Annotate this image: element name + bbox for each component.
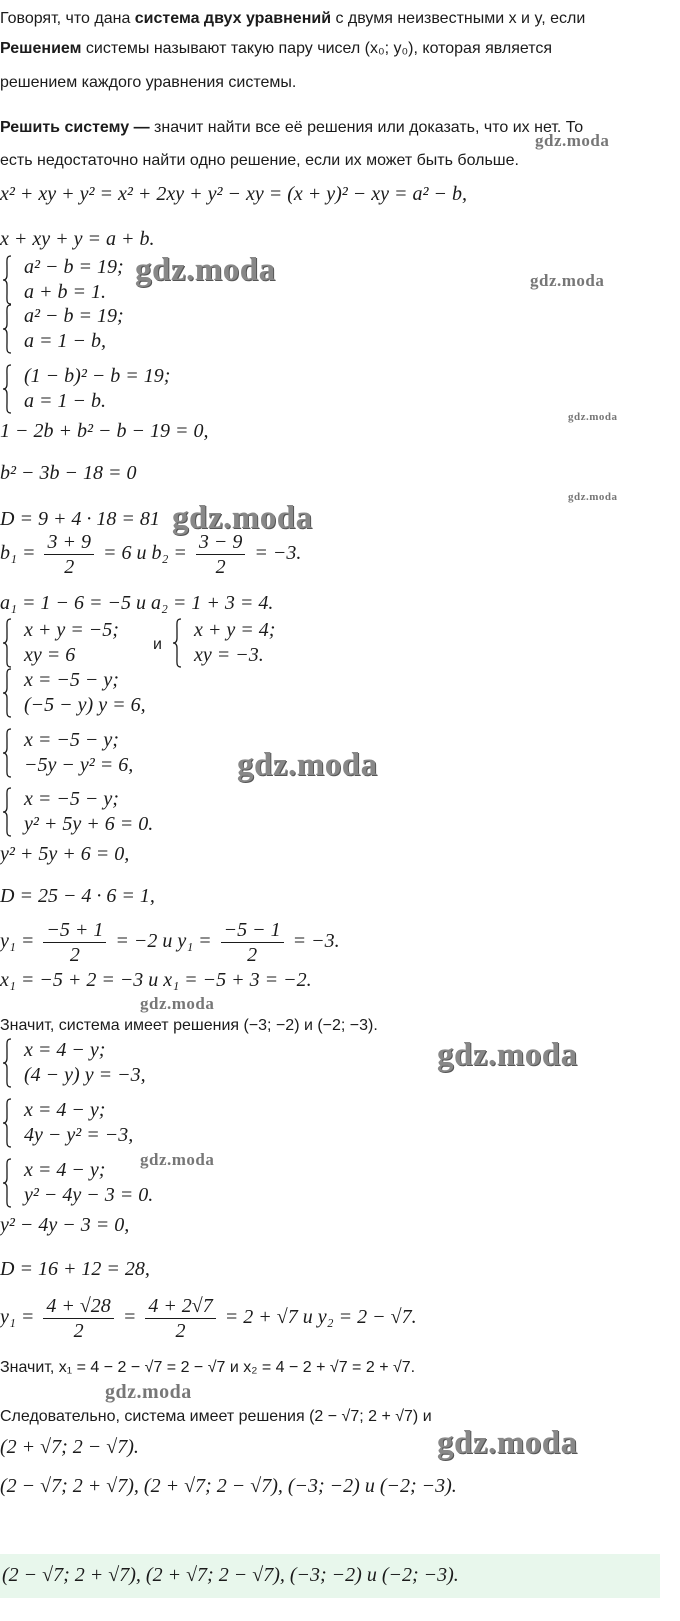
watermark: gdz.moda (568, 411, 618, 423)
equation-discriminant-3: D = 16 + 12 = 28, (0, 1258, 150, 1280)
term-solution: Решением (0, 40, 82, 57)
brace-icon (2, 1098, 12, 1148)
equation-roots-y2 (0, 1294, 417, 1343)
system-row: x = 4 − y; (24, 1039, 106, 1061)
equation-discriminant-1: D = 9 + 4 · 18 = 81 (0, 508, 160, 530)
equation-x-values-1: x₁ = −5 + 2 = −3 и x₁ = −5 + 3 = −2. (0, 969, 312, 991)
root-value: = −3. (292, 930, 340, 953)
system-row: a² − b = 19; (24, 256, 124, 278)
fraction (145, 1294, 215, 1343)
brace-icon (2, 728, 12, 778)
watermark: gdz.moda (437, 1425, 578, 1461)
root-label: y₁ = (0, 930, 35, 953)
fraction-denominator: 2 (247, 944, 258, 966)
root-label: b₁ = (0, 542, 36, 565)
equation-quadratic-b: b² − 3b − 18 = 0 (0, 462, 137, 484)
term-system: система двух уравнений (134, 10, 332, 27)
equation-a-values: a₁ = 1 − 6 = −5 и a₂ = 1 + 3 = 4. (0, 592, 274, 614)
system-row: xy = 6 (24, 644, 76, 666)
fraction-numerator: −5 + 1 (43, 918, 106, 943)
watermark: gdz.moda (568, 491, 618, 503)
system-ab-2 (2, 304, 202, 354)
intro-line-3: решением каждого уравнения системы. (0, 74, 297, 91)
brace-icon (2, 787, 12, 837)
root-value: = 2 + √7 и y₂ = 2 − √7. (224, 1306, 417, 1329)
equation-quadratic-y2: y² − 4y − 3 = 0, (0, 1214, 130, 1236)
system-xy-4 (2, 787, 202, 837)
equation-roots-y1 (0, 918, 340, 967)
fraction-numerator: −5 − 1 (221, 918, 284, 943)
intro-line-1 (0, 10, 585, 28)
all-solutions: (2 − √7; 2 + √7), (2 + √7; 2 − √7), (−3; −2) и (−2; −3). (0, 1475, 457, 1497)
fraction (221, 918, 284, 967)
answer-text: (2 − √7; 2 + √7), (2 + √7; 2 − √7), (−3; −2) и (−2; −3). (2, 1564, 459, 1586)
equation-roots-b (0, 530, 301, 579)
system-row: a² − b = 19; (24, 305, 124, 327)
system-xy-1a (2, 618, 162, 668)
fraction-numerator: 4 + √28 (43, 1294, 113, 1319)
fraction-denominator: 2 (69, 944, 80, 966)
intro-line-4 (0, 119, 583, 137)
system-row: a + b = 1. (24, 281, 106, 303)
brace-icon (2, 304, 12, 354)
fraction-numerator: 3 + 9 (44, 530, 94, 555)
intro-text: Говорят, что дана (0, 10, 135, 27)
watermark: gdz.moda (105, 1381, 192, 1403)
brace-icon (2, 668, 12, 718)
system-ab-3 (2, 364, 222, 414)
equation-substitution-1: x² + xy + y² = x² + 2xy + y² − xy = (x + y)² − xy = a² − b, (0, 183, 468, 205)
system-row: a = 1 − b. (24, 390, 106, 412)
watermark: gdz.moda (135, 252, 276, 288)
system-row: −5y − y² = 6, (24, 754, 134, 776)
brace-icon (172, 618, 182, 668)
system-xy-1b (172, 618, 332, 668)
fraction (43, 918, 106, 967)
system-row: x = 4 − y; (24, 1159, 106, 1181)
conclusion-2: Следовательно, система имеет решения (2 − √7; 2 + √7) и (0, 1408, 432, 1425)
equation-expand: 1 − 2b + b² − b − 19 = 0, (0, 420, 209, 442)
watermark: gdz.moda (140, 1150, 215, 1169)
intro-line-2 (0, 40, 552, 58)
fraction-numerator: 4 + 2√7 (145, 1294, 215, 1319)
fraction-denominator: 2 (64, 556, 75, 578)
brace-icon (2, 364, 12, 414)
watermark: gdz.moda (535, 131, 610, 150)
watermark: gdz.moda (437, 1037, 578, 1073)
fraction-denominator: 2 (175, 1320, 186, 1342)
system-row: (1 − b)² − b = 19; (24, 365, 171, 387)
equation-substitution-2: x + xy + y = a + b. (0, 228, 155, 250)
root-value: = 6 и b₂ = (102, 542, 187, 565)
equation-discriminant-2: D = 25 − 4 · 6 = 1, (0, 885, 155, 907)
term-solve: Решить систему — (0, 119, 150, 136)
conjunction: и (153, 636, 162, 653)
conclusion-x-values: Значит, x₁ = 4 − 2 − √7 = 2 − √7 и x₂ = 4 − 2 + √7 = 2 + √7. (0, 1359, 416, 1376)
watermark: gdz.moda (172, 500, 313, 536)
system-xy-6 (2, 1098, 202, 1148)
system-row: x = −5 − y; (24, 788, 119, 810)
system-row: y² + 5y + 6 = 0. (24, 813, 154, 835)
system-row: x + y = 4; (194, 619, 276, 641)
watermark: gdz.moda (140, 994, 215, 1013)
intro-text: системы называют такую пару чисел (x₀; y₀), которая является (81, 40, 553, 57)
system-row: a = 1 − b, (24, 330, 106, 352)
system-row: (4 − y) y = −3, (24, 1064, 146, 1086)
system-xy-5 (2, 1038, 202, 1088)
root-label: y₁ = (0, 1306, 35, 1329)
fraction (43, 1294, 113, 1343)
intro-line-5: есть недостаточно найти одно решение, если их может быть больше. (0, 152, 519, 169)
conclusion-2-cont: (2 + √7; 2 − √7). (0, 1436, 139, 1458)
root-value: = −3. (254, 542, 302, 565)
answer-box (0, 1554, 660, 1598)
system-xy-3 (2, 728, 202, 778)
fraction-numerator: 3 − 9 (196, 530, 246, 555)
system-row: (−5 − y) y = 6, (24, 694, 146, 716)
fraction-denominator: 2 (73, 1320, 84, 1342)
system-row: y² − 4y − 3 = 0. (24, 1184, 154, 1206)
equation-quadratic-y1: y² + 5y + 6 = 0, (0, 843, 130, 865)
fraction (196, 530, 246, 579)
intro-text-end: с двумя неизвестными x и y, если (331, 10, 586, 27)
root-value: = −2 и y₁ = (115, 930, 212, 953)
brace-icon (2, 1038, 12, 1088)
brace-icon (2, 255, 12, 305)
system-row: x = −5 − y; (24, 669, 119, 691)
system-row: x = 4 − y; (24, 1099, 106, 1121)
brace-icon (2, 1158, 12, 1208)
system-xy-2 (2, 668, 202, 718)
system-row: xy = −3. (194, 644, 264, 666)
brace-icon (2, 618, 12, 668)
watermark: gdz.moda (530, 271, 605, 290)
equals: = (122, 1306, 137, 1329)
fraction-denominator: 2 (215, 556, 226, 578)
intro-text: значит найти все её решения или доказать, что их нет. То (149, 119, 584, 136)
system-row: x = −5 − y; (24, 729, 119, 751)
conclusion-1: Значит, система имеет решения (−3; −2) и (−2; −3). (0, 1017, 378, 1034)
fraction (44, 530, 94, 579)
system-row: x + y = −5; (24, 619, 119, 641)
system-row: 4y − y² = −3, (24, 1124, 134, 1146)
watermark: gdz.moda (237, 747, 378, 783)
